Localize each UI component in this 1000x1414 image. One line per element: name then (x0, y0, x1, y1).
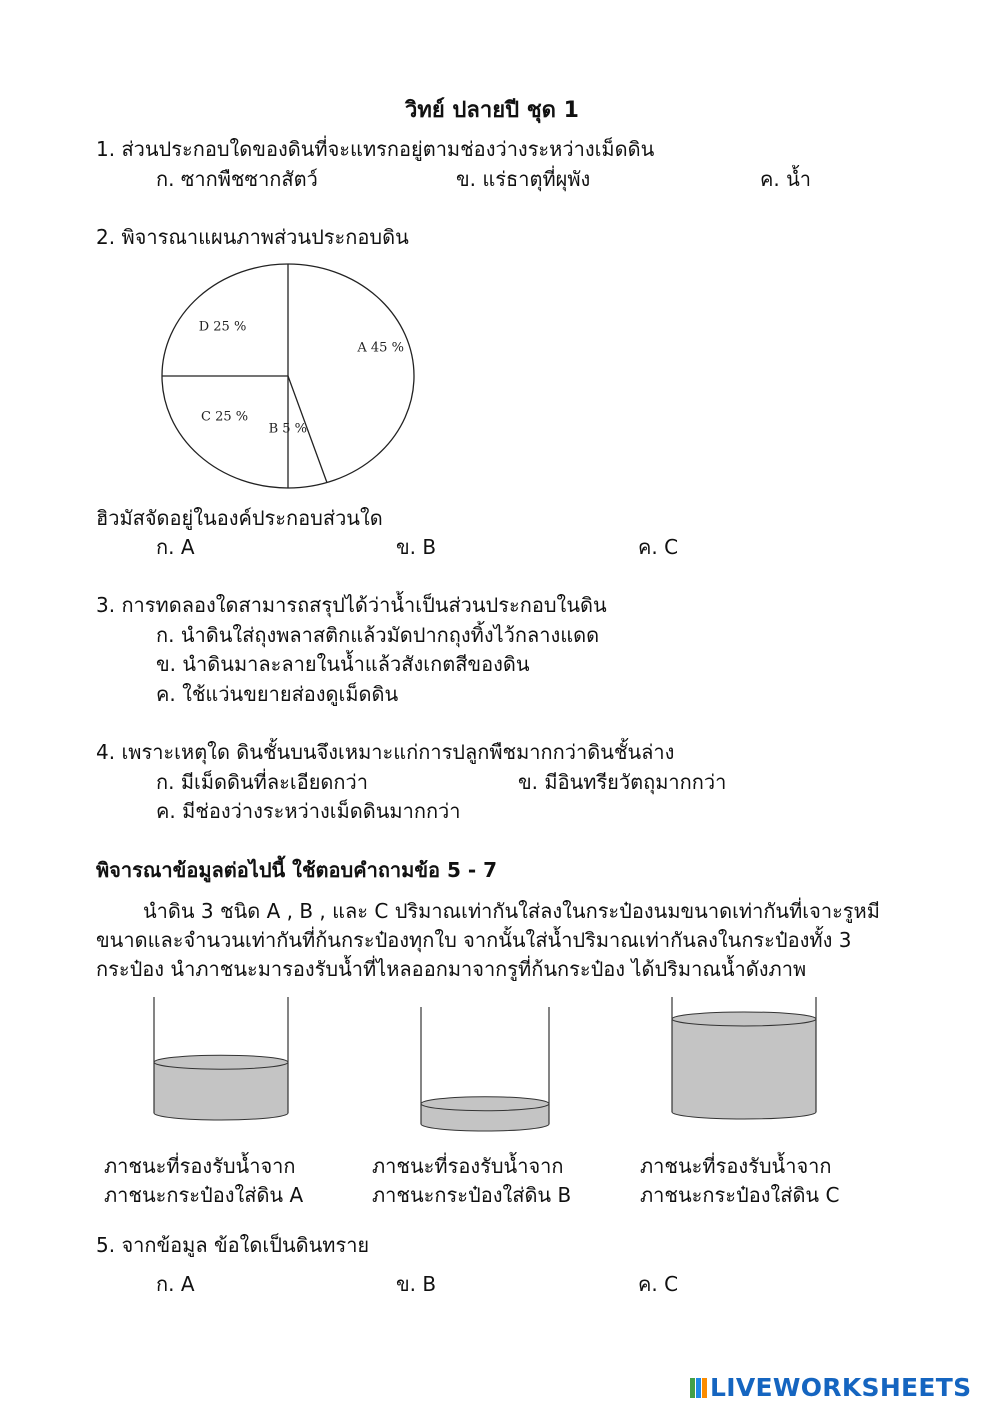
water-body (672, 1019, 816, 1119)
q3-option-a[interactable]: ก. นำดินใส่ถุงพลาสติกแล้วมัดปากถุงทิ้งไว้กลางแดด (156, 623, 600, 647)
question-4: 4. เพราะเหตุใด ดินชั้นบนจึงเหมาะแก่การปลูกพืชมากกว่าดินชั้นล่าง (96, 740, 675, 764)
container-c-caption-line-2: ภาชนะกระป๋องใส่ดิน C (640, 1183, 840, 1207)
container-b-illustration (415, 1005, 555, 1135)
q3-option-c[interactable]: ค. ใช้แว่นขยายส่องดูเม็ดดิน (156, 682, 399, 706)
q5-option-b[interactable]: ข. B (396, 1272, 437, 1296)
q2-option-b[interactable]: ข. B (396, 535, 437, 559)
water-surface (154, 1055, 288, 1069)
section-paragraph-line-3: กระป๋อง นำภาชนะมารองรับน้ำที่ไหลออกมาจากรูที่ก้นกระป๋อง ได้ปริมาณน้ำดังภาพ (96, 957, 807, 981)
q2-option-a[interactable]: ก. A (156, 535, 195, 559)
q3-option-b[interactable]: ข. นำดินมาละลายในน้ำแล้วสังเกตสีของดิน (156, 652, 530, 676)
soil-composition-pie-chart (160, 263, 420, 493)
q1-option-a[interactable]: ก. ซากพืชซากสัตว์ (156, 167, 318, 191)
q5-option-c[interactable]: ค. C (638, 1272, 679, 1296)
container-a-caption-line-2: ภาชนะกระป๋องใส่ดิน A (104, 1183, 304, 1207)
water-surface (672, 1012, 816, 1026)
q4-option-b[interactable]: ข. มีอินทรียวัตถุมากกว่า (518, 770, 727, 794)
pie-label-a: A 45 % (357, 340, 404, 356)
pie-label-c: C 25 % (200, 409, 249, 425)
question-3: 3. การทดลองใดสามารถสรุปได้ว่าน้ำเป็นส่วนประกอบในดิน (96, 593, 607, 617)
container-c-caption-line-1: ภาชนะที่รองรับน้ำจาก (640, 1154, 832, 1178)
container-c-illustration (668, 995, 823, 1125)
water-body (154, 1062, 288, 1120)
question-2: 2. พิจารณาแผนภาพส่วนประกอบดิน (96, 225, 409, 249)
q4-option-c[interactable]: ค. มีช่องว่างระหว่างเม็ดดินมากกว่า (156, 799, 461, 823)
container-b-caption-line-1: ภาชนะที่รองรับน้ำจาก (372, 1154, 564, 1178)
q4-option-a[interactable]: ก. มีเม็ดดินที่ละเอียดกว่า (156, 770, 368, 794)
pie-label-b: B 5 % (268, 421, 308, 437)
question-5: 5. จากข้อมูล ข้อใดเป็นดินทราย (96, 1233, 370, 1257)
liveworksheets-logo-icon (690, 1377, 710, 1399)
page-title: วิทย์ ปลายปี ชุด 1 (405, 98, 579, 123)
liveworksheets-logo (690, 1373, 971, 1402)
container-b-caption-line-2: ภาชนะกระป๋องใส่ดิน B (372, 1183, 572, 1207)
question-2-follow: ฮิวมัสจัดอยู่ในองค์ประกอบส่วนใด (96, 506, 383, 530)
water-surface (421, 1097, 549, 1111)
question-1: 1. ส่วนประกอบใดของดินที่จะแทรกอยู่ตามช่องว่างระหว่างเม็ดดิน (96, 137, 655, 161)
section-paragraph-line-1: นำดิน 3 ชนิด A , B , และ C ปริมาณเท่ากันใส่ลงในกระป๋องนมขนาดเท่ากันที่เจาะรูหมี (143, 899, 880, 923)
q2-option-c[interactable]: ค. C (638, 535, 679, 559)
q5-option-a[interactable]: ก. A (156, 1272, 195, 1296)
liveworksheets-logo-text: LIVEWORKSHEETS (710, 1373, 972, 1402)
pie-label-d: D 25 % (198, 319, 247, 335)
q1-option-b[interactable]: ข. แร่ธาตุที่ผุพัง (456, 167, 591, 191)
container-a-caption-line-1: ภาชนะที่รองรับน้ำจาก (104, 1154, 296, 1178)
container-a-illustration (150, 995, 295, 1125)
q1-option-c[interactable]: ค. น้ำ (760, 167, 811, 191)
section-heading: พิจารณาข้อมูลต่อไปนี้ ใช้ตอบคำถามข้อ 5 - 7 (96, 858, 498, 882)
section-paragraph-line-2: ขนาดและจำนวนเท่ากันที่ก้นกระป๋องทุกใบ จากนั้นใส่น้ำปริมาณเท่ากันลงในกระป๋องทั้ง 3 (96, 928, 852, 952)
